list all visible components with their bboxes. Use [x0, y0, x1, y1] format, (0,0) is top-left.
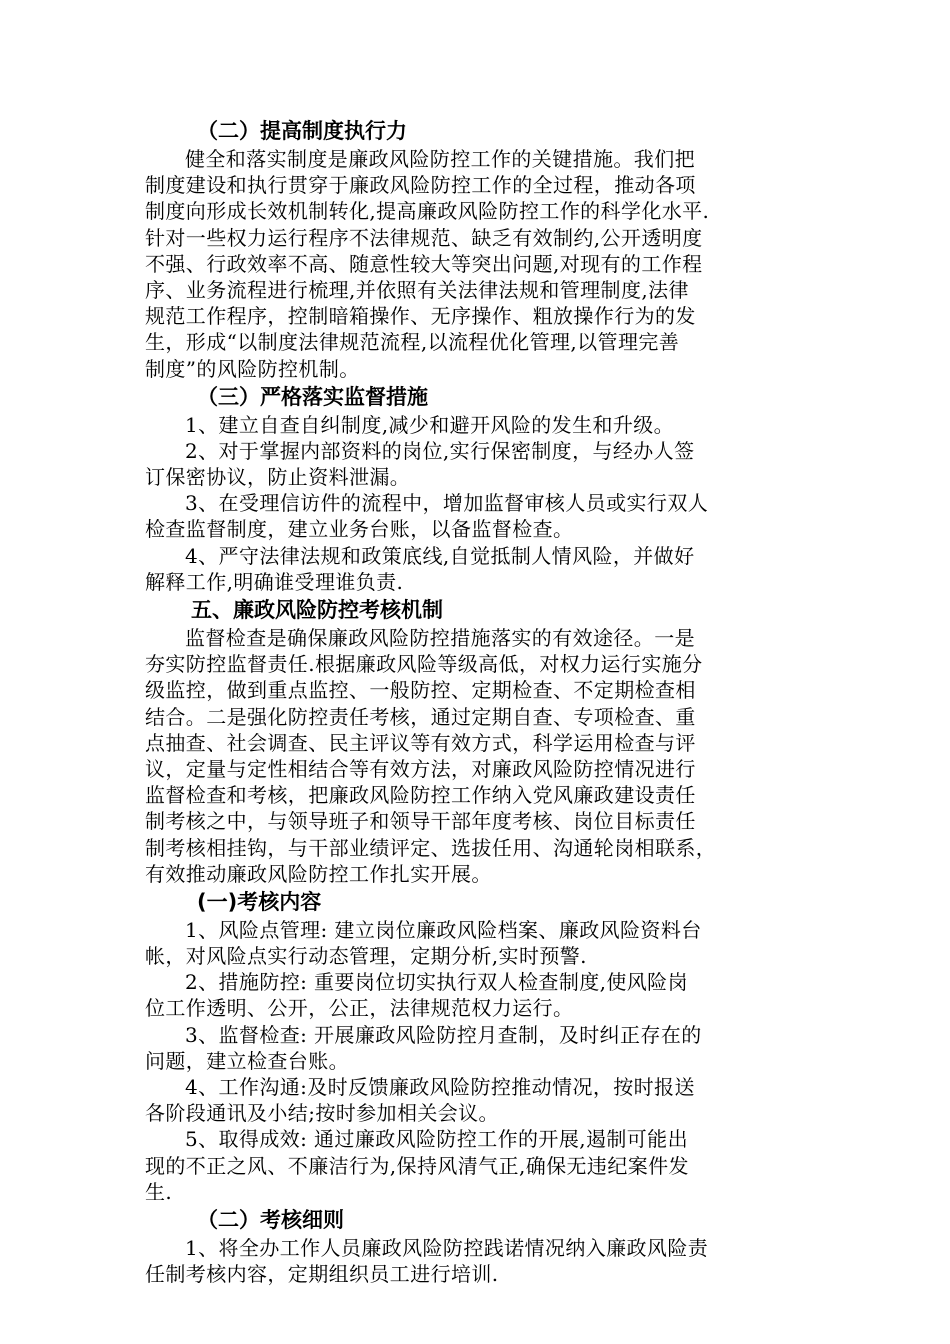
paragraph-line: 制度向形成长效机制转化,提高廉政风险防控工作的科学化水平.: [145, 199, 710, 224]
paragraph-line: 监督检查是确保廉政风险防控措施落实的有效途径。一是: [185, 626, 695, 650]
paragraph: [145, 438, 810, 490]
paragraph-line: 针对一些权力运行程序不法律规范、缺乏有效制约,公开透明度: [145, 225, 703, 250]
paragraph-line: 订保密协议，防止资料泄漏。: [145, 465, 411, 490]
paragraph: [145, 146, 810, 382]
paragraph-line: 4、严守法律法规和政策底线,自觉抵制人情风险，并做好: [185, 543, 695, 568]
paragraph-line: 监督检查和考核，把廉政风险防控工作纳入党风廉政建设责任: [145, 783, 696, 808]
paragraph: [145, 1126, 810, 1205]
paragraph-line: 制考核相挂钩，与干部业绩评定、选拔任用、沟通轮岗相联系，: [145, 835, 717, 860]
paragraph-line: 制考核之中，与领导班子和领导干部年度考核、岗位目标责任: [145, 809, 696, 834]
paragraph-line: 4、工作沟通:及时反馈廉政风险防控推动情况，按时报送: [185, 1075, 695, 1099]
paragraph-line: 1、建立自查自纠制度,减少和避开风险的发生和升级。: [185, 412, 675, 437]
paragraph-line: 位工作透明、公开，公正，法律规范权力运行。: [145, 996, 574, 1021]
paragraph-line: 制度”的风险防控机制。: [145, 356, 360, 381]
paragraph-line: 序、业务流程进行梳理,并依照有关法律法规和管理制度,法律: [145, 277, 689, 302]
paragraph-line: 3、在受理信访件的流程中，增加监督审核人员或实行双人: [185, 491, 709, 516]
paragraph-line: 2、对于掌握内部资料的岗位,实行保密制度，与经办人签: [185, 438, 695, 463]
paragraph-line: 任制考核内容，定期组织员工进行培训.: [145, 1262, 499, 1287]
paragraph-line: 1、风险点管理: 建立岗位廉政风险档案、廉政风险资料台: [185, 917, 702, 942]
paragraph: [145, 490, 810, 542]
subsection-heading: （二）考核细则: [197, 1207, 344, 1232]
paragraph-line: 各阶段通讯及小结;按时参加相关会议。: [145, 1101, 499, 1126]
paragraph-line: 解释工作,明确谁受理谁负责.: [145, 569, 404, 594]
paragraph-line: 5、取得成效: 通过廉政风险防控工作的开展,遏制可能出: [185, 1127, 688, 1152]
paragraph-line: 规范工作程序，控制暗箱操作、无序操作、粗放操作行为的发: [145, 304, 696, 329]
paragraph: [145, 625, 810, 887]
section-heading: 五、廉政风险防控考核机制: [191, 598, 443, 622]
paragraph-line: 有效推动廉政风险防控工作扎实开展。: [145, 861, 492, 886]
paragraph-line: 制度建设和执行贯穿于廉政风险防控工作的全过程，推动各项: [145, 173, 696, 198]
paragraph: [145, 1235, 810, 1287]
paragraph: [145, 1074, 810, 1126]
paragraph: [145, 543, 810, 595]
paragraph-line: 1、将全办工作人员廉政风险防控践诺情况纳入廉政风险责: [185, 1235, 709, 1260]
paragraph-line: 结合。二是强化防控责任考核，通过定期自查、专项检查、重: [145, 704, 696, 729]
paragraph: [145, 412, 810, 438]
subsection-heading: （二）提高制度执行力: [197, 119, 407, 143]
paragraph-line: 生.: [145, 1179, 173, 1204]
paragraph-line: 现的不正之风、不廉洁行为,保持风清气正,确保无违纪案件发: [145, 1153, 689, 1178]
paragraph-line: 检查监督制度，建立业务台账，以备监督检查。: [145, 517, 574, 542]
paragraph-line: 点抽查、社会调查、民主评议等有效方式，科学运用检查与评: [145, 730, 696, 755]
paragraph-line: 帐，对风险点实行动态管理，定期分析,实时预警.: [145, 944, 587, 969]
paragraph-line: 夯实防控监督责任.根据廉政风险等级高低，对权力运行实施分: [145, 652, 703, 677]
subsection-heading: （三）严格落实监督措施: [197, 384, 428, 409]
paragraph-line: 问题，建立检查台账。: [145, 1048, 349, 1073]
paragraph-line: 2、措施防控: 重要岗位切实执行双人检查制度,使风险岗: [185, 970, 688, 995]
paragraph-line: 议，定量与定性相结合等有效方法，对廉政风险防控情况进行: [145, 756, 696, 781]
subsection-heading: (一)考核内容: [197, 889, 322, 914]
paragraph: [145, 917, 810, 969]
paragraph-line: 级监控，做到重点监控、一般防控、定期检查、不定期检查相: [145, 678, 696, 703]
document-body: [145, 116, 810, 1287]
paragraph: [145, 1022, 810, 1074]
paragraph-line: 3、监督检查: 开展廉政风险防控月查制，及时纠正存在的: [185, 1022, 702, 1047]
paragraph-line: 生，形成“以制度法律规范流程,以流程优化管理,以管理完善: [145, 330, 680, 355]
paragraph-line: 不强、行政效率不高、随意性较大等突出问题,对现有的工作程: [145, 251, 703, 276]
paragraph: [145, 969, 810, 1021]
paragraph-line: 健全和落实制度是廉政风险防控工作的关键措施。我们把: [185, 147, 695, 171]
